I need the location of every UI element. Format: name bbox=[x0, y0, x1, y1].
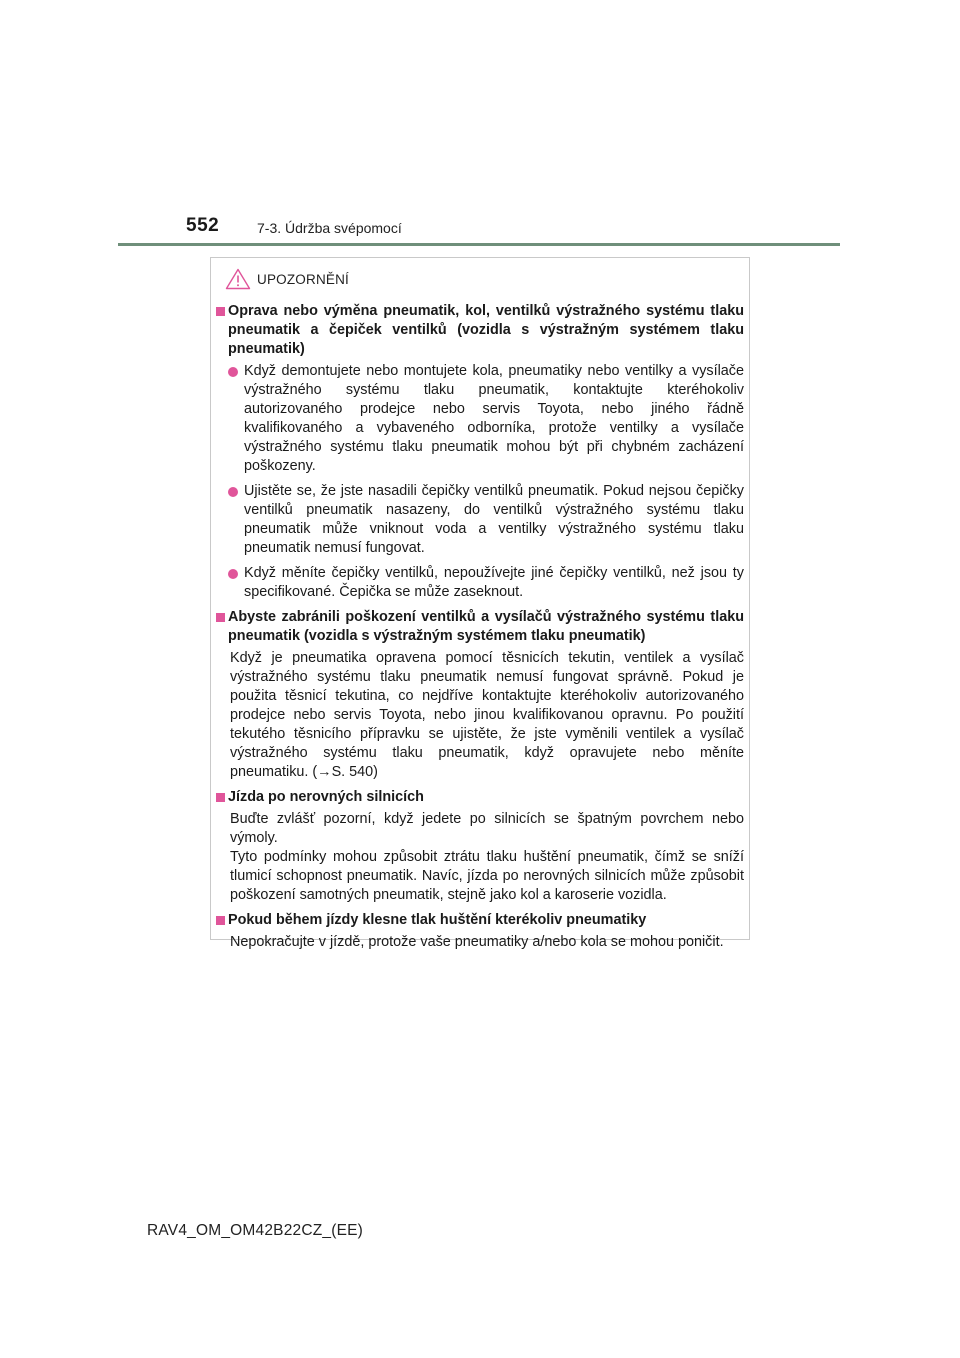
header-rule bbox=[118, 243, 840, 246]
bullet-text: Když měníte čepičky ventilků, nepoužívejte jiné čepičky ventilků, než jsou ty specifikované. Čepička se může zaseknout. bbox=[244, 565, 744, 600]
paragraph: Buďte zvlášť pozorní, když jedete po silnicích se špatným povrchem nebo výmoly. bbox=[230, 811, 744, 846]
paragraph: Nepokračujte v jízdě, protože vaše pneumatiky a/nebo kola se mohou poničit. bbox=[230, 934, 724, 950]
square-bullet-icon bbox=[216, 307, 225, 316]
section-heading-text: Abyste zabránili poškození ventilků a vysílačů výstražného systému tlaku pneumatik (vozidla s výstražným systémem tlaku pneumatik) bbox=[228, 609, 744, 644]
round-bullet-icon bbox=[228, 367, 238, 377]
section-heading bbox=[216, 608, 744, 646]
paragraph: Tyto podmínky mohou způsobit ztrátu tlaku huštění pneumatik, čímž se sníží tlumicí schopnost pneumatik. Navíc, jízda po nerovných silnicích může způsobit poškození samotných pneumatik, stejně jako kol a karoserie vozidla. bbox=[230, 849, 744, 903]
square-bullet-icon bbox=[216, 916, 225, 925]
paragraph: Když je pneumatika opravena pomocí těsnicích tekutin, ventilek a vysílač výstražného systému tlaku pneumatik nemusí fungovat správně. Pokud je použita těsnicí tekutina, co nejdříve kontaktujte kteréhokoliv autorizovaného prodejce nebo servis Toyota, nebo jinou kvalifikovanou opravnu. Po použití tekutého těsnicího přípravku se ujistěte, že jste vyměnili ventilek a vysílač výstražného systému tlaku pneumatik, když opravujete nebo měníte pneumatiku. (→S. 540) bbox=[230, 650, 744, 780]
bullet-item bbox=[216, 564, 744, 602]
section-heading-text: Jízda po nerovných silnicích bbox=[228, 789, 424, 805]
warning-header bbox=[225, 266, 349, 292]
section-heading bbox=[216, 911, 744, 930]
document-code: RAV4_OM_OM42B22CZ_(EE) bbox=[147, 1222, 364, 1239]
warning-title: UPOZORNĚNÍ bbox=[257, 271, 350, 287]
square-bullet-icon bbox=[216, 613, 225, 622]
section-heading bbox=[216, 302, 744, 359]
bullet-item bbox=[216, 482, 744, 558]
section-heading-text: Pokud během jízdy klesne tlak huštění kterékoliv pneumatiky bbox=[228, 912, 647, 928]
section-heading bbox=[216, 788, 744, 807]
bullet-item bbox=[216, 362, 744, 476]
section-title: 7-3. Údržba svépomocí bbox=[257, 220, 402, 236]
section-heading-text: Oprava nebo výměna pneumatik, kol, ventilků výstražného systému tlaku pneumatik a čepiček ventilků (vozidla s výstražným systémem tlaku pneumatik) bbox=[228, 303, 744, 357]
warning-box bbox=[210, 257, 750, 950]
warning-triangle-icon bbox=[225, 268, 251, 290]
bullet-text: Když demontujete nebo montujete kola, pneumatiky nebo ventilky a vysílače výstražného systému tlaku pneumatik, kontaktujte kteréhokoliv autorizovaného prodejce nebo servis Toyota, nebo jiného řádně kvalifikovaného a vybaveného odborníka, protože ventilky a vysílače výstražného systému tlaku pneumatik mohou být při chybném zacházení poškozeny. bbox=[244, 363, 744, 474]
round-bullet-icon bbox=[228, 569, 238, 579]
warning-content bbox=[216, 302, 744, 958]
square-bullet-icon bbox=[216, 793, 225, 802]
round-bullet-icon bbox=[228, 487, 238, 497]
bullet-text: Ujistěte se, že jste nasadili čepičky ventilků pneumatik. Pokud nejsou čepičky ventilků pneumatik nasazeny, do ventilků výstražného systému tlaku pneumatik může vniknout voda a ventilky výstražného systému tlaku pneumatik nemusí fungovat. bbox=[244, 483, 744, 556]
page-number: 552 bbox=[186, 215, 220, 236]
